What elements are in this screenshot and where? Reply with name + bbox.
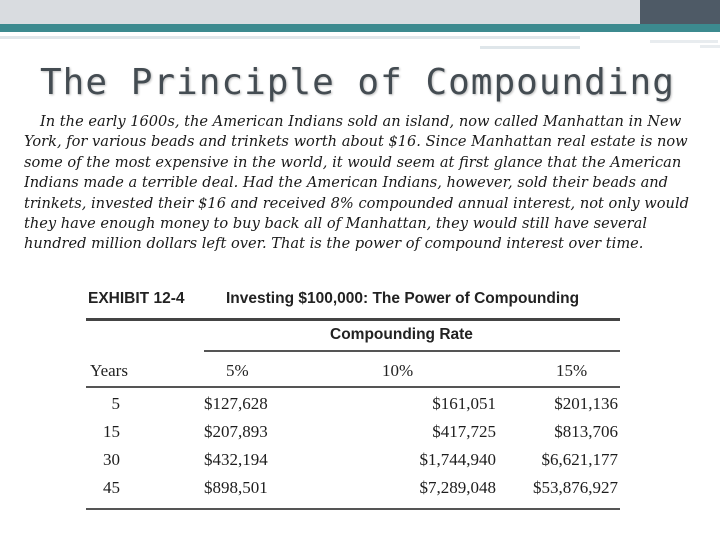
exhibit-heading [88, 290, 579, 308]
slide-paragraph: In the early 1600s, the American Indians sold an island, now called Manhattan in New York, for various beads and trinkets worth about $16. Since Manhattan real estate is now some of the most expensive in the world, it would seem at first glance that the American Indians made a terrible deal. Had the American Indians, however, sold their beads and trinkets, invested their $16 and received 8% compounded annual interest, not only would they have enough money to buy back all of Manhattan, they would still have several hundred million dollars left over. That is the power of compound interest over time. [24, 113, 689, 253]
slide-title: The Principle of Compounding [40, 62, 675, 103]
cell-5pct: $432,194 [204, 450, 268, 469]
top-decor-bar-right [640, 0, 720, 24]
cell-years: 45 [103, 478, 120, 497]
cell-15pct: $6,621,177 [541, 450, 618, 469]
exhibit-title: Investing $100,000: The Power of Compounding [226, 290, 580, 307]
cell-10pct: $7,289,048 [419, 478, 496, 497]
column-header-15pct: 15% [556, 361, 588, 380]
top-accent-stripe [0, 24, 720, 32]
cell-5pct: $207,893 [204, 422, 268, 441]
table-rule [86, 318, 620, 321]
table-row [86, 450, 620, 476]
decor-line [650, 40, 718, 43]
column-header-10pct: 10% [382, 361, 414, 380]
top-decor-bar [0, 0, 720, 24]
table-rule [204, 350, 620, 352]
cell-10pct: $161,051 [432, 394, 496, 413]
cell-years: 5 [111, 394, 120, 413]
cell-5pct: $898,501 [204, 478, 268, 497]
cell-10pct: $417,725 [432, 422, 496, 441]
column-header-5pct: 5% [226, 361, 249, 380]
cell-years: 30 [103, 450, 120, 469]
exhibit-table [86, 288, 626, 514]
cell-15pct: $53,876,927 [533, 478, 618, 497]
exhibit-number: EXHIBIT 12-4 [88, 290, 185, 307]
table-row [86, 394, 620, 420]
decor-line [480, 46, 580, 49]
table-row [86, 478, 620, 504]
table-row [86, 422, 620, 448]
cell-years: 15 [103, 422, 120, 441]
cell-5pct: $127,628 [204, 394, 268, 413]
cell-15pct: $201,136 [554, 394, 618, 413]
cell-10pct: $1,744,940 [419, 450, 496, 469]
table-rule [86, 508, 620, 510]
rate-header: Compounding Rate [330, 326, 473, 343]
cell-15pct: $813,706 [554, 422, 618, 441]
column-header-years: Years [90, 361, 128, 380]
decor-line [700, 45, 720, 48]
table-rule [86, 386, 620, 388]
decor-line [0, 36, 580, 39]
